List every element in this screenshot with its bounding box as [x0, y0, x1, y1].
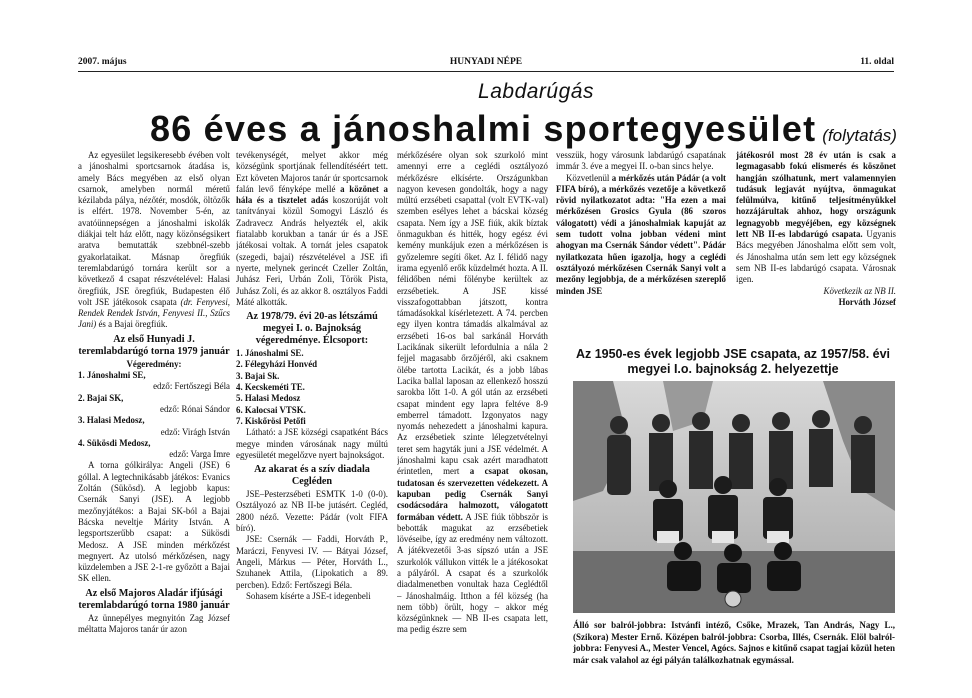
team-photo: [573, 381, 895, 613]
team-line: 2. Bajai SK,: [78, 392, 124, 403]
continued-note: Következik az NB II.: [823, 285, 896, 296]
paragraph: játékosról most 28 év után is csak a legmagasabb fokú elismerés és köszönet hangján szólhatunk, mert valamennyien tudásuk legjavát nyújtva, önmagukat felülmúlva, kitűnő teljesítményükkel hozzájárultak ahhoz, hogy országunk legnagyobb megyéjében, egy községnek lett NB II-es labdarúgó csapata. Ugyanis Bács megyében Jánoshalma előtt sem volt, és Jánoshalma után sem lett egy községnek sem NB II-es labdarúgó csapata. Városnak igen.: [736, 150, 896, 285]
author-byline: Horváth József: [838, 296, 896, 307]
ranking-line: 2. Félegyházi Honvéd: [236, 359, 318, 370]
article-column-4: [556, 150, 726, 360]
paragraph: Közvetlenül a mérkőzés után Pádár (a volt FIFA bíró), a mérkőzés vezetője a következő rövid nyilatkozatot adta: "Ha ezen a mai mérkőzésen Grosics Gyula (86 szoros válogatott) védi a jánoshalmiak kapuját az sem tudott volna jobban védeni mint ahogyan ma Csernák Sándor védett". Pádár nyilatkozata hűen igazolja, hogy a ceglédi osztályozó mérkőzésen Csernák Sanyi volt a mezőny legjobbja, de a mérkőzésen szereplő minden JSE: [556, 172, 726, 296]
article-column-1: [78, 150, 230, 698]
newspaper-name: HUNYADI NÉPE: [449, 57, 523, 67]
subheading: Az 1978/79. évi 20-as létszámú megyei I. o. Bajnokság végeredménye. Élcsoport:: [246, 311, 378, 347]
paragraph: JSE: Csernák — Faddi, Horváth P., Maráczi, Fenyvesi IV. — Bátyai József, Angeli, Márkus — Péter, Horváth L., Szuhanek Attila, (Lipokatich a 89. percben). Edző: Fertőszegi Béla.: [236, 534, 388, 590]
paragraph: vesszük, hogy városunk labdarúgó csapatának immár 3. éve a megyei II. o-ban sincs helye.: [556, 150, 726, 172]
page-number: 11. oldal: [860, 57, 894, 67]
headline-main: 86 éves a jánoshalmi sportegyesület: [150, 108, 817, 149]
subheading: Az első Majoros Aladár ifjúsági teremlabdarúgó torna 1980 január: [78, 587, 230, 611]
team-line: 4. Sükösdi Medosz,: [78, 437, 151, 448]
result-label: Végeredmény:: [126, 358, 182, 369]
headline-sub: (folytatás): [822, 126, 897, 145]
team-line: 1. Jánoshalmi SE,: [78, 370, 146, 381]
article-column-2: [236, 150, 388, 698]
subheading: Az első Hunyadi J. teremlabdarúgó torna 1979 január: [78, 333, 230, 357]
team-line: 3. Halasi Medosz,: [78, 415, 145, 426]
coach-line: edző: Virágh István: [160, 426, 230, 437]
photo-title: Az 1950-es évek legjobb JSE csapata, az 1957/58. évi megyei I.o. bajnokság 2. helyezettje: [575, 347, 891, 376]
paragraph: A torna gólkirálya: Angeli (JSE) 6 góllal. A legtechnikásabb játékos: Evanics Zoltán (Sükösd). A legjobb kapus: Csernák Sanyi (JSE). A legjobb mezőnyjátékos: a Bajai SK-ból a Bajai Bácska neveltje Márity István. A legsportszerűbb csapat: a Sükösdi Medosz. A JSE minden mérkőzést megnyert. Az utolsó mérkőzésen, nagy küzdelemben a JSE 2-1-re győzött a Bajai SK ellen.: [78, 460, 230, 584]
ranking-line: 1. Jánoshalmi SE.: [236, 348, 304, 359]
ranking-line: 4. Kecskeméti TE.: [236, 382, 305, 393]
paragraph: Az ünnepélyes megnyitón Zag József méltatta Majoros tanár úr azon: [78, 612, 230, 634]
subheading: Az akarat és a szív diadala Cegléden: [254, 464, 370, 488]
coach-line: edző: Fertőszegi Béla: [153, 381, 230, 392]
photo-caption: Álló sor balról-jobbra: Istvánfi intéző, Csőke, Mrazek, Tan András, Nagy L., (Szikora) Mester Ernő. Középen balról-jobbra: Csorba, Illés, Csernák. Elöl balról-jobbra: Fenyvesi A., Mester Vencel, Agócs. Sajnos e kitűnő csapat tagjai közül heten már csak valahol az égi pályán találkozhatnak egymással.: [573, 620, 895, 665]
paragraph: Látható: a JSE községi csapatként Bács megye minden városának nagy múltú egyesületét megelőzve nyert bajnokságot.: [236, 427, 388, 460]
article-column-5: [736, 150, 896, 360]
coach-line: edző: Rónai Sándor: [160, 403, 230, 414]
headline: [150, 108, 897, 150]
header-rule: [78, 71, 894, 72]
ranking-line: 3. Bajai Sk.: [236, 370, 280, 381]
paragraph: mérkőzésére olyan sok szurkoló mint amennyi erre a ceglédi osztályozó mérkőzésre elkísérte. Országunkban nagyon kevesen gondolták, hogy a nagy múltú erzsébeti csapattal (volt EVTK-val) szemben esélyes lehet a bácskai község csapata. Nem így a JSE fiúk, akik bíztak önmagukban és hitték, hogy egész évi kemény munkájuk ezen a mérkőzésen is győzelemre segíti őket. Az I. félidő nagy irama egyenlő erők küzdelmét hozta. A II. félidőben némi fölénybe kerültek az erzsébetiek. A JSE kissé visszafogottabban játszott, kontra támadásokkal kísérletezett. A 74. percben egy ilyen kontra támadás alkalmával az erzsébeti 16-os bal sarkánál Horváth Lacikának sikerült lefordulnia a nála 2 fejjel magasabb őrzőjéről, aki csaknem ölébe tartotta Lacikát, és a jobb lábas Lacika ballal laposan az ellenkező hosszú sarokba lőtt 1-0. A gól után az erzsébeti csapat mindent egy lapra feltéve 8-9 emberrel támadott. Izgonyatos nagy nyomás nehezedett a jánoshalmi kapura. Az erzsébetiek szinte lélegzetvételnyi teret sem hagyták juni a JSE védelmét. A jánoshalmi kapu csak azért maradhatott érintetlen, mert a csapat okosan, tudatosan és szervezetten védekezett. A kapuban pedig Csernák Sanyi csodácsodára halmozott, válogatott formában védett. A JSE fiúk többször is bebották magukat az erzsébetiek lövéseibe, így az eredmény nem változott. A játékvezetői 3-as sípszó után a JSE szurkolók vállukon vitték le a játékosokat a pályáról. A csapat és a szurkolók diadalmenetben vonultak haza Ceglédtől – Jánoshalmáig. Itthon a fél község (ha nem több) örült, hogy – akkor még községünknek — NB II-es csapata lett, ma pedig észre sem: [397, 150, 548, 635]
ranking-line: 5. Halasi Medosz: [236, 393, 301, 404]
section-kicker: Labdarúgás: [478, 80, 594, 103]
ranking-line: 6. Kalocsai VTSK.: [236, 404, 306, 415]
coach-line: edző: Varga Imre: [169, 449, 230, 460]
article-column-3: [397, 150, 548, 698]
team-photo-illustration: [573, 381, 895, 613]
ranking-line: 7. Kiskőrösi Petőfi: [236, 415, 306, 426]
paragraph: JSE–Pesterzsébeti ESMTK 1-0 (0-0). Osztályozó az NB II-be jutásért. Cegléd, 2800 néző. Vezette: Pádár (volt FIFA bíró).: [236, 489, 388, 534]
issue-date: 2007. május: [78, 57, 127, 67]
paragraph: Sohasem kísérte a JSE-t idegenbeli: [246, 590, 371, 601]
paragraph: tevékenységét, melyet akkor még községünk sportjának fellendítéséért tett. Ezt követen Majoros tanár úr sportcsarnok falán levő fényképe mellé a közönet a hála és a tisztelet adás koszorúját volt tanítványai közül Somogyi László és Zadravecz András helyezték el, akik fiatalabb korukban a tanár úr és a JSE játékosai voltak. A tornát jeles csapatok (szegedi, bajai) részvételével a JSE ifi nyerte, melynek gerincét Czeller Zoltán, Juhász Feri, Urbán Zoli, Török Pista, Juhász Zoli, és az akkor 8. osztályos Faddi Máté alkották.: [236, 150, 388, 307]
paragraph: Az egyesület legsikeresebb évében volt a jánoshalmi sportcsarnok átadása is, amely Bács megyében az első olyan csarnok, amelyben normál méretű kézilabda pálya, nézőtér, mosdók, öltözők is elfért. 1978. November 5-én, az avatóünnepségen a jánoshalmi iskolák diákjai telt ház előtt, nagy közönségsikert aratva bemutatták szebbnél-szebb gyakorlataikat. Másnap öregfiúk teremlabdarúgó tornára került sor a következő 4 csapat részvételével: Halasi öregfiúk, JSE öregfiúk, Budapesten élő volt JSE játékosok csapata (dr. Fenyvesi, Rendek Rendek István, Fenyvesi II., Szűcs Jani) és a Bajai öregfiúk.: [78, 150, 230, 330]
